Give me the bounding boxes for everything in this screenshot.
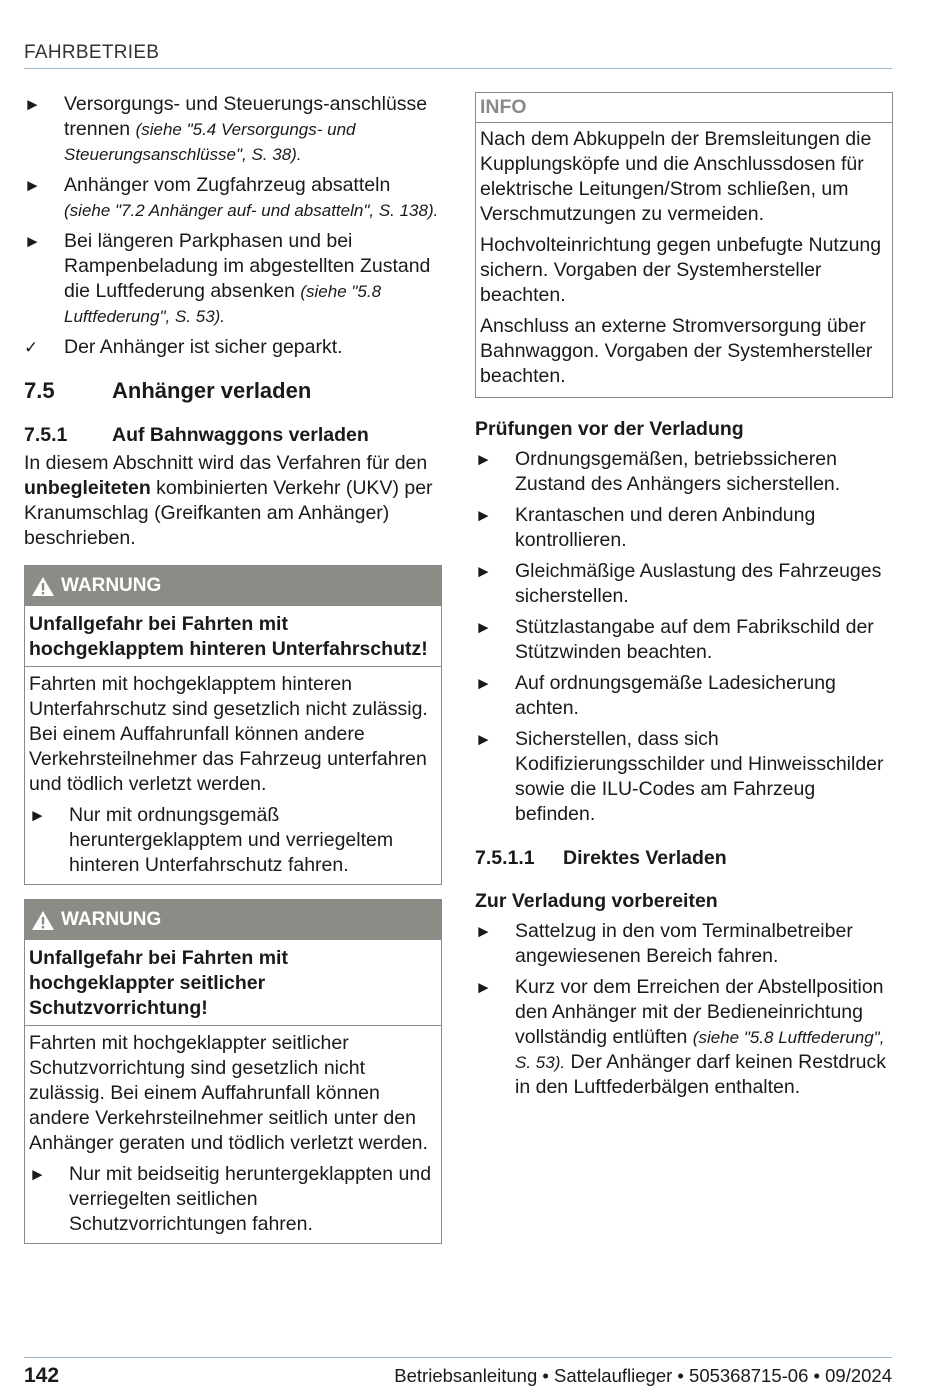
list-item: ► Krantaschen und deren Anbindung kontrollieren. (475, 504, 816, 551)
cross-reference-link[interactable]: (siehe "5.4 Versorgungs- und Steuerungsanschlüsse", S. 38). (64, 120, 356, 164)
arrow-icon: ► (24, 176, 41, 195)
warning-text: Fahrten mit hochgeklapptem hinteren Unterfahrschutz sind gesetzlich nicht zulässig. Bei einem Auffahrunfall können andere Verkehrsteilnehmer das Fahrzeug unterfahren und tödlich verletzt werden. (29, 673, 428, 795)
warning-body (25, 1026, 441, 1243)
info-box (475, 92, 893, 398)
prep-heading: Zur Verladung vorbereiten (475, 890, 718, 912)
bullet-text: Anhänger vom Zugfahrzeug absatteln (64, 174, 391, 196)
warning-box (24, 899, 442, 1244)
document-info: Betriebsanleitung • Sattelauflieger • 505368715-06 • 09/2024 (394, 1365, 892, 1386)
cross-reference-link[interactable]: (siehe "7.2 Anhänger auf- und absatteln", S. 138). (64, 201, 439, 220)
check-icon: ✓ (24, 338, 39, 357)
list-item: ► Sattelzug in den vom Terminalbetreiber angewiesenen Bereich fahren. (475, 920, 853, 967)
warning-triangle-icon (31, 910, 55, 931)
right-column (475, 92, 893, 1106)
list-item (24, 229, 442, 329)
list-item: ► Gleichmäßige Auslastung des Fahrzeuges sicherstellen. (475, 560, 882, 607)
warning-box (24, 565, 442, 885)
warning-body (25, 667, 441, 884)
arrow-icon: ► (24, 232, 41, 251)
bullet-text: Bei längeren Parkphasen und bei Rampenbeladung im abgestellten Zustand die Luftfederung absenken (64, 230, 431, 302)
subsubsection-heading (475, 847, 893, 870)
warning-text: Fahrten mit hochgeklappter seitlicher Schutzvorrichtung sind gesetzlich nicht zulässig. Bei einem Auffahrunfall können andere Verkehrsteilnehmer seitlich unter den Anhänger geraten und tödlich verletzt werden. (29, 1032, 428, 1154)
warning-header (25, 900, 441, 940)
cross-reference-link[interactable]: (siehe "5.8 Luftfederung", S. 53). (64, 282, 382, 326)
arrow-icon: ► (475, 730, 492, 749)
info-label: INFO (476, 93, 892, 123)
arrow-icon: ► (24, 95, 41, 114)
section-number: 7.5 (24, 378, 55, 403)
arrow-icon: ► (475, 978, 492, 997)
subsubsection-title: Direktes Verladen (563, 847, 727, 869)
arrow-icon: ► (475, 674, 492, 693)
list-item (29, 1162, 437, 1237)
subsection-number: 7.5.1 (24, 424, 68, 446)
info-paragraph: Nach dem Abkuppeln der Bremsleitungen die Kupplungsköpfe und die Anschlussdosen für elektrische Leitungen/Strom schließen, um Verschmutzungen zu vermeiden. (480, 128, 872, 225)
info-paragraph: Hochvolteinrichtung gegen unbefugte Nutzung sichern. Vorgaben der Systemhersteller beachten. (480, 234, 882, 306)
result-item (24, 335, 442, 360)
warning-title: Unfallgefahr bei Fahrten mit hochgeklapptem hinteren Unterfahrschutz! (25, 606, 441, 667)
arrow-icon: ► (475, 922, 492, 941)
list-item (24, 173, 442, 223)
arrow-icon: ► (29, 806, 46, 825)
list-item: ► Ordnungsgemäßen, betriebssicheren Zustand des Anhängers sicherstellen. (475, 448, 841, 495)
list-item: ► Auf ordnungsgemäße Ladesicherung achten. (475, 672, 836, 719)
arrow-icon: ► (475, 506, 492, 525)
cross-reference-link[interactable]: (siehe "5.8 Luftfederung", S. 53). (515, 1028, 885, 1072)
intro-paragraph: In diesem Abschnitt wird das Verfahren für den unbegleiteten kombinierten Verkehr (UKV) per Kranumschlag (Greifkanten am Anhänger) beschrieben. (24, 452, 433, 549)
warning-triangle-icon (31, 576, 55, 597)
list-item (24, 92, 442, 167)
list-item (29, 803, 437, 878)
warning-action: Nur mit beidseitig heruntergeklappten und verriegelten seitlichen Schutzvorrichtungen fahren. (69, 1163, 432, 1235)
section-title: Anhänger verladen (112, 378, 312, 403)
warning-header (25, 566, 441, 606)
info-body (476, 123, 892, 397)
arrow-icon: ► (475, 618, 492, 637)
warning-action: Nur mit ordnungsgemäß heruntergeklapptem und verriegeltem hinteren Unterfahrschutz fahren. (69, 804, 394, 876)
bullet-text: Versorgungs- und Steuerungs-anschlüsse trennen (64, 93, 428, 140)
list-item: ► Kurz vor dem Erreichen der Abstellposition den Anhänger mit der Bedieneinrichtung vollständig entlüften (siehe "5.8 Luftfederung", S. 53). Der Anhänger darf keinen Restdruck in den Luftfederbälgen enthalten. (475, 976, 886, 1098)
list-item: ► Stützlastangabe auf dem Fabrikschild der Stützwinden beachten. (475, 616, 874, 663)
page-footer (24, 1357, 892, 1388)
checks-heading: Prüfungen vor der Verladung (475, 418, 744, 440)
warning-title: Unfallgefahr bei Fahrten mit hochgeklappter seitlicher Schutzvorrichtung! (25, 940, 441, 1026)
section-heading (24, 378, 442, 404)
subsection-heading (24, 424, 442, 447)
warning-label: WARNUNG (61, 909, 162, 930)
info-paragraph: Anschluss an externe Stromversorgung über Bahnwaggon. Vorgaben der Systemhersteller beachten. (480, 315, 873, 387)
arrow-icon: ► (475, 450, 492, 469)
running-header: FAHRBETRIEB (24, 42, 892, 69)
list-item: ► Sicherstellen, dass sich Kodifizierungsschilder und Hinweisschilder sowie die ILU-Codes am Fahrzeug befinden. (475, 728, 884, 825)
subsection-title: Auf Bahnwaggons verladen (112, 424, 369, 446)
page-number: 142 (24, 1364, 60, 1387)
warning-label: WARNUNG (61, 575, 162, 596)
result-text: Der Anhänger ist sicher geparkt. (64, 336, 343, 358)
subsubsection-number: 7.5.1.1 (475, 847, 535, 869)
left-column (24, 92, 442, 1244)
arrow-icon: ► (29, 1165, 46, 1184)
arrow-icon: ► (475, 562, 492, 581)
